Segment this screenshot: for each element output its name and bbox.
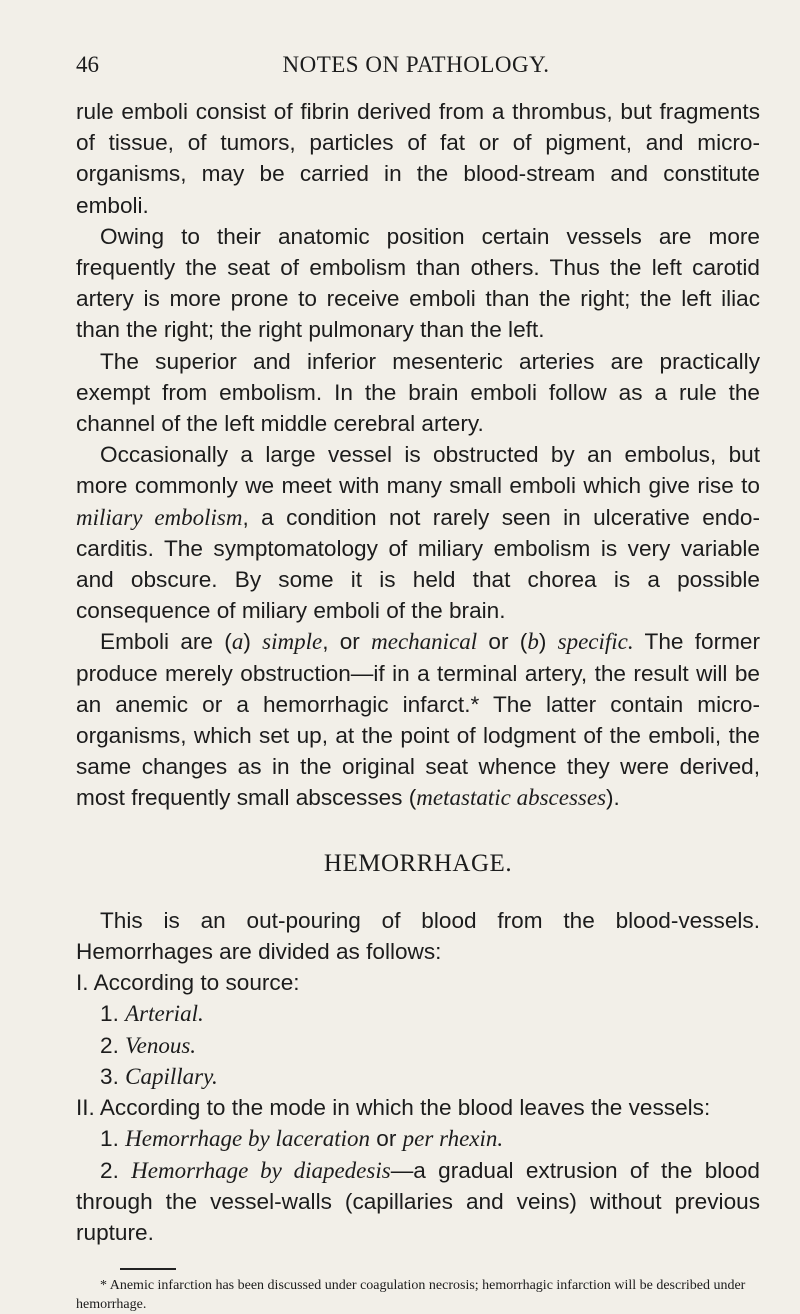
footnote-rule (120, 1268, 176, 1270)
italic-term: mechanical (371, 629, 478, 655)
text-run: Emboli are ( (100, 629, 232, 655)
list-item (76, 1123, 760, 1154)
text-run: ). (606, 785, 620, 811)
classification-group-2: II. According to the mode in which the blood leaves the vessels: (76, 1095, 711, 1121)
paragraph-2: Owing to their anatomic position certain vessels are more frequently the seat of embolism than others. Thus the left carotid artery is more prone to receive emboli than the right; the left iliac than the right; the right pulmonary than the left. (76, 223, 760, 343)
section-heading: HEMORRHAGE. (323, 849, 513, 877)
italic-term: simple (262, 629, 323, 655)
italic-term: b (527, 629, 539, 655)
list-item (76, 1061, 760, 1092)
page-header (76, 52, 756, 88)
item-number: 1. (100, 1001, 126, 1027)
text-run: ) (243, 629, 263, 655)
italic-term: Capillary. (125, 1063, 218, 1089)
item-number: 1. (100, 1126, 126, 1152)
italic-term: specific. (557, 629, 634, 655)
italic-term: miliary embolism (76, 504, 243, 530)
italic-term: Venous. (125, 1032, 197, 1058)
text-run: , a condition not rarely seen in ulcerative endo-carditis. The symptomatology of miliary embolism is very variable and obscure. By some it is held that chorea is a possible consequence of miliary emboli of the brain. (76, 504, 760, 624)
list-item (76, 1030, 760, 1061)
item-number: 2. (100, 1032, 126, 1058)
paragraph-4 (76, 439, 760, 626)
text-run: —a gradual extrusion of the blood through the vessel-walls (capillaries and veins) without previous rupture. (76, 1157, 760, 1245)
italic-term: Hemorrhage by diapedesis (131, 1157, 391, 1183)
italic-term: Hemorrhage by laceration (125, 1126, 370, 1152)
item-number: 3. (100, 1063, 126, 1089)
footnote: * Anemic infarction has been discussed under coagulation necrosis; hemorrhagic infarction will be described under hemorrhage. (76, 1278, 746, 1312)
paragraph-3: The superior and inferior mesenteric arteries are practically exempt from embolism. In the brain emboli follow as a rule the channel of the left middle cerebral artery. (76, 348, 760, 437)
italic-term: metastatic abscesses (416, 785, 607, 811)
body-text (76, 96, 760, 1248)
paragraph-5 (76, 626, 760, 813)
text-run: Occasionally a large vessel is obstructed by an embolus, but more commonly we meet with many small emboli which give rise to (76, 442, 760, 499)
text-run: , or (322, 629, 372, 655)
classification-group-1: I. According to source: (76, 970, 300, 996)
text-run: ) (538, 629, 558, 655)
italic-term: Arterial. (125, 1001, 204, 1027)
list-item (76, 1155, 760, 1249)
running-head: NOTES ON PATHOLOGY. (282, 52, 550, 77)
text-run: The former produce merely obstruction—if in a terminal artery, the result will be an anemic or a hemorrhagic infarct.* The latter contain micro-organisms, which set up, at the point of lodgment of the emboli, the same changes as in the original seat whence they were derived, most frequently small abscesses ( (76, 629, 761, 811)
text-run: or ( (477, 629, 528, 655)
list-item (76, 998, 760, 1029)
italic-term: a (231, 629, 244, 655)
page-number: 46 (76, 52, 99, 77)
text-run: or (370, 1126, 403, 1152)
paragraph-1: rule emboli consist of fibrin derived from a thrombus, but fragments of tissue, of tumors, particles of fat or of pigment, and micro-organisms, may be carried in the blood-stream and constitute emboli. (76, 99, 760, 218)
item-number: 2. (100, 1157, 132, 1183)
italic-term: per rhexin. (402, 1126, 504, 1152)
section-intro: This is an out-pouring of blood from the blood-vessels. Hemorrhages are divided as follows: (76, 907, 760, 965)
